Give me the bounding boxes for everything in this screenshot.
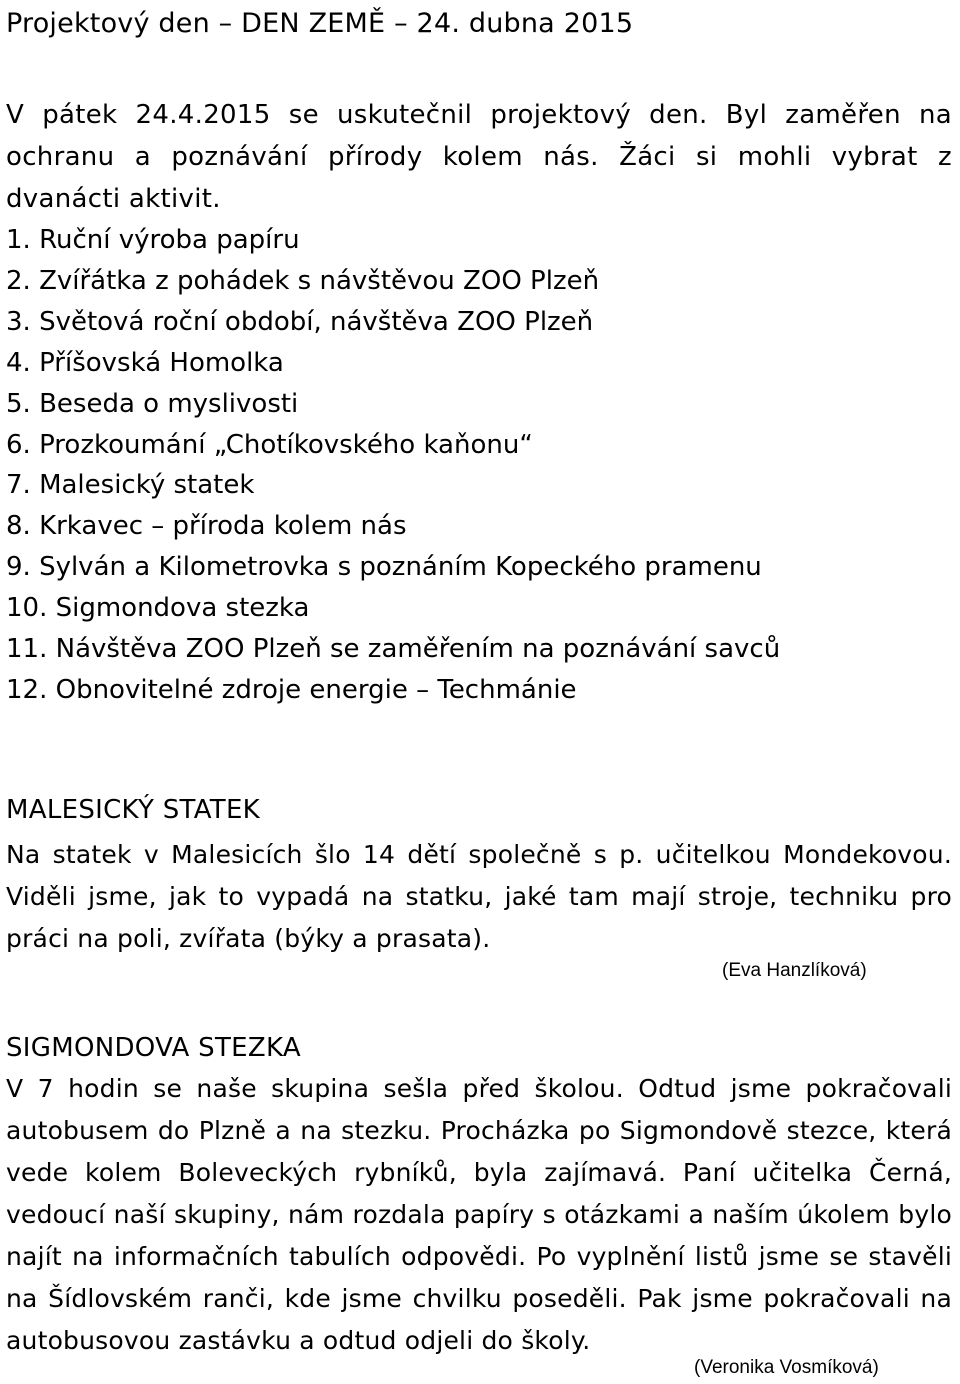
list-item: 5. Beseda o myslivosti xyxy=(6,388,299,419)
section-author-malesicky-statek: (Eva Hanzlíková) xyxy=(722,960,867,981)
section-text-sigmondova-stezka: V 7 hodin se naše skupina sešla před školou. Odtud jsme pokračovali autobusem do Plzně a na stezku. Procházka po Sigmondově stezce, která vede kolem Boleveckých rybníků, byla zajímavá. Paní učitelka Černá, vedoucí naší skupiny, nám rozdala papíry s otázkami a naším úkolem bylo najít na informačních tabulích odpovědi. Po vyplnění listů jsme se stavěli na Šídlovském ranči, kde jsme chvilku poseděli. Pak jsme pokračovali na autobusovou zastávku a odtud odjeli do školy. xyxy=(6,1074,952,1355)
list-item: 9. Sylván a Kilometrovka s poznáním Kopeckého pramenu xyxy=(6,552,762,583)
list-item: 11. Návštěva ZOO Plzeň se zaměřením na poznávání savců xyxy=(6,634,781,665)
list-item: 7. Malesický statek xyxy=(6,470,255,501)
page-title: Projektový den – DEN ZEMĚ – 24. dubna 2015 xyxy=(6,8,634,39)
section-text-malesicky-statek: Na statek v Malesicích šlo 14 dětí společně s p. učitelkou Mondekovou. Viděli jsme, jak to vypadá na statku, jaké tam mají stroje, techniku pro práci na poli, zvířata (býky a prasata). xyxy=(6,840,952,953)
list-item: 3. Světová roční období, návštěva ZOO Plzeň xyxy=(6,306,594,337)
list-item: 4. Příšovská Homolka xyxy=(6,347,284,378)
list-item: 1. Ruční výroba papíru xyxy=(6,225,300,255)
activity-list xyxy=(6,220,780,711)
list-item: 12. Obnovitelné zdroje energie – Techmánie xyxy=(6,674,577,705)
section-heading-sigmondova-stezka: SIGMONDOVA STEZKA xyxy=(6,1033,301,1063)
list-item: 2. Zvířátka z pohádek s návštěvou ZOO Plzeň xyxy=(6,265,600,296)
list-item: 10. Sigmondova stezka xyxy=(6,593,310,624)
section-heading-malesicky-statek: MALESICKÝ STATEK xyxy=(6,795,261,825)
intro-paragraph: V pátek 24.4.2015 se uskutečnil projektový den. Byl zaměřen na ochranu a poznávání přírody kolem nás. Žáci si mohli vybrat z dvanácti aktivit. xyxy=(6,100,952,214)
list-item: 6. Prozkoumání „Chotíkovského kaňonu“ xyxy=(6,429,533,460)
section-author-sigmondova-stezka: (Veronika Vosmíková) xyxy=(694,1357,879,1378)
list-item: 8. Krkavec – příroda kolem nás xyxy=(6,511,407,542)
